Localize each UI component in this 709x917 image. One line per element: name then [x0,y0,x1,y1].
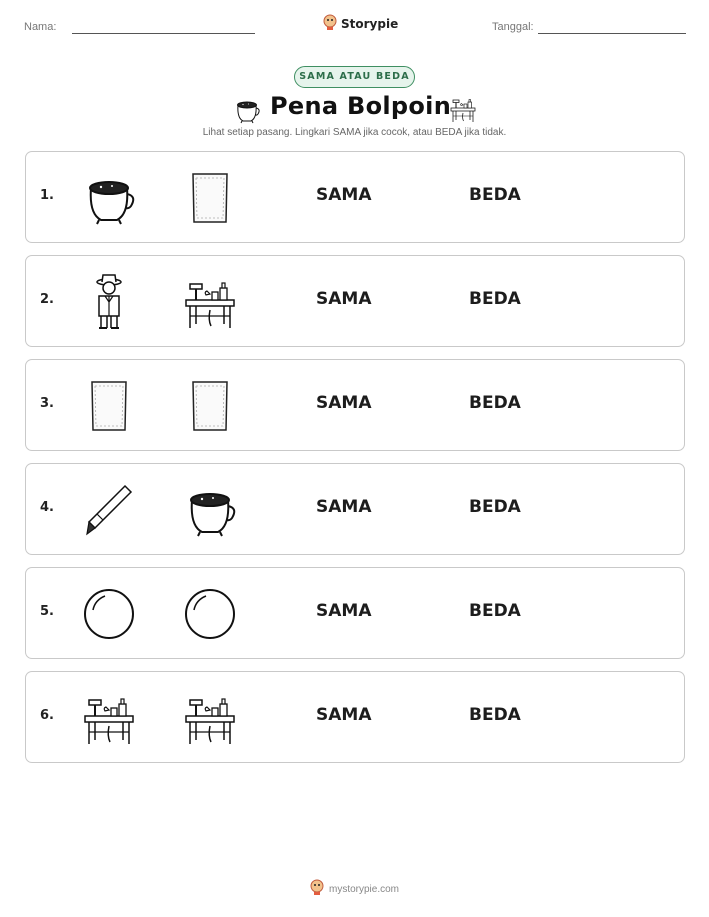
sama-option[interactable]: SAMA [316,601,372,621]
page-title: Pena Bolpoin [270,92,452,120]
cauldron-icon [79,168,139,228]
cauldron-icon [180,480,240,540]
question-row [25,671,685,763]
question-number: 2. [40,292,54,307]
date-line[interactable] [538,33,686,34]
header-bar [24,14,686,40]
sama-option[interactable]: SAMA [316,289,372,309]
name-label: Nama: [24,21,57,33]
question-row [25,151,685,243]
paper-icon [79,376,139,436]
beda-option[interactable]: BEDA [469,705,521,725]
question-row [25,255,685,347]
brand-name: Storypie [341,17,399,31]
question-row [25,463,685,555]
question-number: 5. [40,604,54,619]
name-line[interactable] [72,33,255,34]
beda-option[interactable]: BEDA [469,185,521,205]
sama-option[interactable]: SAMA [316,705,372,725]
activity-badge: SAMA ATAU BEDA [294,66,415,88]
bubble-icon [180,584,240,644]
detective-icon [79,272,139,332]
date-label: Tanggal: [492,21,534,33]
workbench-icon [180,688,240,748]
sama-option[interactable]: SAMA [316,185,372,205]
paper-icon [180,376,240,436]
beda-option[interactable]: BEDA [469,497,521,517]
bubble-icon [79,584,139,644]
beda-option[interactable]: BEDA [469,601,521,621]
paper-icon [180,168,240,228]
instructions: Lihat setiap pasang. Lingkari SAMA jika cocok, atau BEDA jika tidak. [202,127,507,138]
question-number: 3. [40,396,54,411]
footer-url: mystorypie.com [328,883,399,895]
storypie-mascot-icon [310,879,324,899]
beda-option[interactable]: BEDA [469,289,521,309]
sama-option[interactable]: SAMA [316,497,372,517]
storypie-mascot-icon [323,14,337,34]
question-number: 4. [40,500,54,515]
workbench-icon [180,272,240,332]
question-row [25,359,685,451]
workbench-icon [448,94,478,128]
beda-option[interactable]: BEDA [469,393,521,413]
workbench-icon [79,688,139,748]
question-number: 6. [40,708,54,723]
footer [0,879,709,899]
title-row [0,92,709,126]
question-number: 1. [40,188,54,203]
brand-logo [323,14,398,34]
pen-icon [79,480,139,540]
sama-option[interactable]: SAMA [316,393,372,413]
question-row [25,567,685,659]
cauldron-icon [232,95,262,129]
